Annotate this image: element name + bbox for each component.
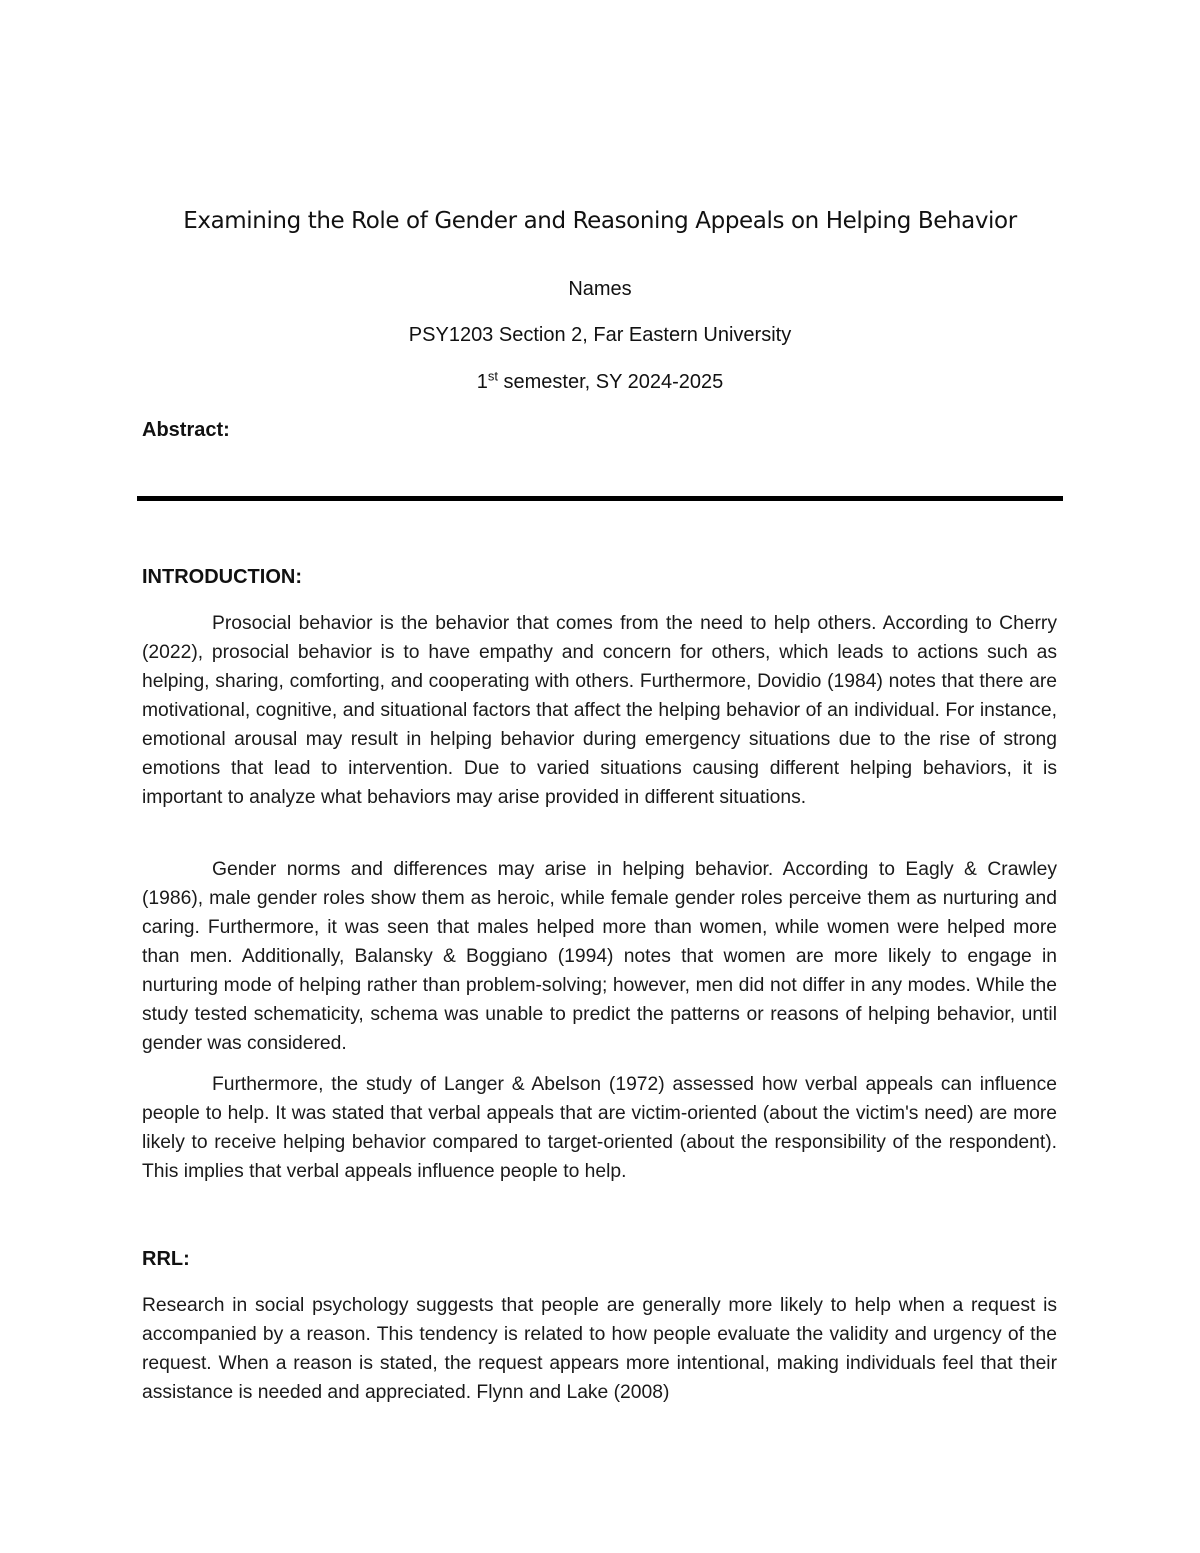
semester-ordinal-suffix: st: [487, 368, 498, 384]
introduction-paragraph: Furthermore, the study of Langer & Abelson (1972) assessed how verbal appeals can influence people to help. It was stated that verbal appeals that are victim-oriented (about the victim's need) are more likely to receive helping behavior compared to target-oriented (about the responsibility of the respondent). This implies that verbal appeals influence people to help.: [142, 1074, 1057, 1182]
rrl-heading: RRL:: [142, 1248, 190, 1270]
semester-rest: semester, SY 2024-2025: [497, 371, 724, 393]
abstract-heading: Abstract:: [142, 419, 230, 441]
introduction-paragraph: Prosocial behavior is the behavior that comes from the need to help others. According to Cherry (2022), prosocial behavior is to have empathy and concern for others, which leads to actions such as helping, sharing, comforting, and cooperating with others. Furthermore, Dovidio (1984) notes that there are motivational, cognitive, and situational factors that affect the helping behavior of an individual. For instance, emotional arousal may result in helping behavior during emergency situations due to the rise of strong emotions that lead to intervention. Due to varied situations causing different helping behaviors, it is important to analyze what behaviors may arise provided in different situations.: [142, 613, 1057, 808]
course-affiliation: PSY1203 Section 2, Far Eastern University: [408, 324, 792, 346]
introduction-paragraph: Gender norms and differences may arise in helping behavior. According to Eagly & Crawley (1986), male gender roles show them as heroic, while female gender roles perceive them as nurturing and caring. Furthermore, it was seen that males helped more than women, while women were helped more than men. Additionally, Balansky & Boggiano (1994) notes that women are more likely to engage in nurturing mode of helping rather than problem-solving; however, men did not differ in any modes. While the study tested schematicity, schema was unable to predict the patterns or reasons of helping behavior, until gender was considered.: [142, 859, 1057, 1054]
rrl-paragraph: Research in social psychology suggests that people are generally more likely to help when a request is accompanied by a reason. This tendency is related to how people evaluate the validity and urgency of the request. When a reason is stated, the request appears more intentional, making individuals feel that their assistance is needed and appreciated. Flynn and Lake (2008): [142, 1295, 1057, 1403]
semester-ordinal-number: 1: [476, 371, 488, 393]
section-divider: [137, 496, 1063, 501]
author-names: Names: [568, 278, 632, 300]
document-title: Examining the Role of Gender and Reasoning Appeals on Helping Behavior: [183, 208, 1017, 234]
semester-line: [0, 368, 1200, 394]
introduction-heading: INTRODUCTION:: [142, 566, 302, 588]
